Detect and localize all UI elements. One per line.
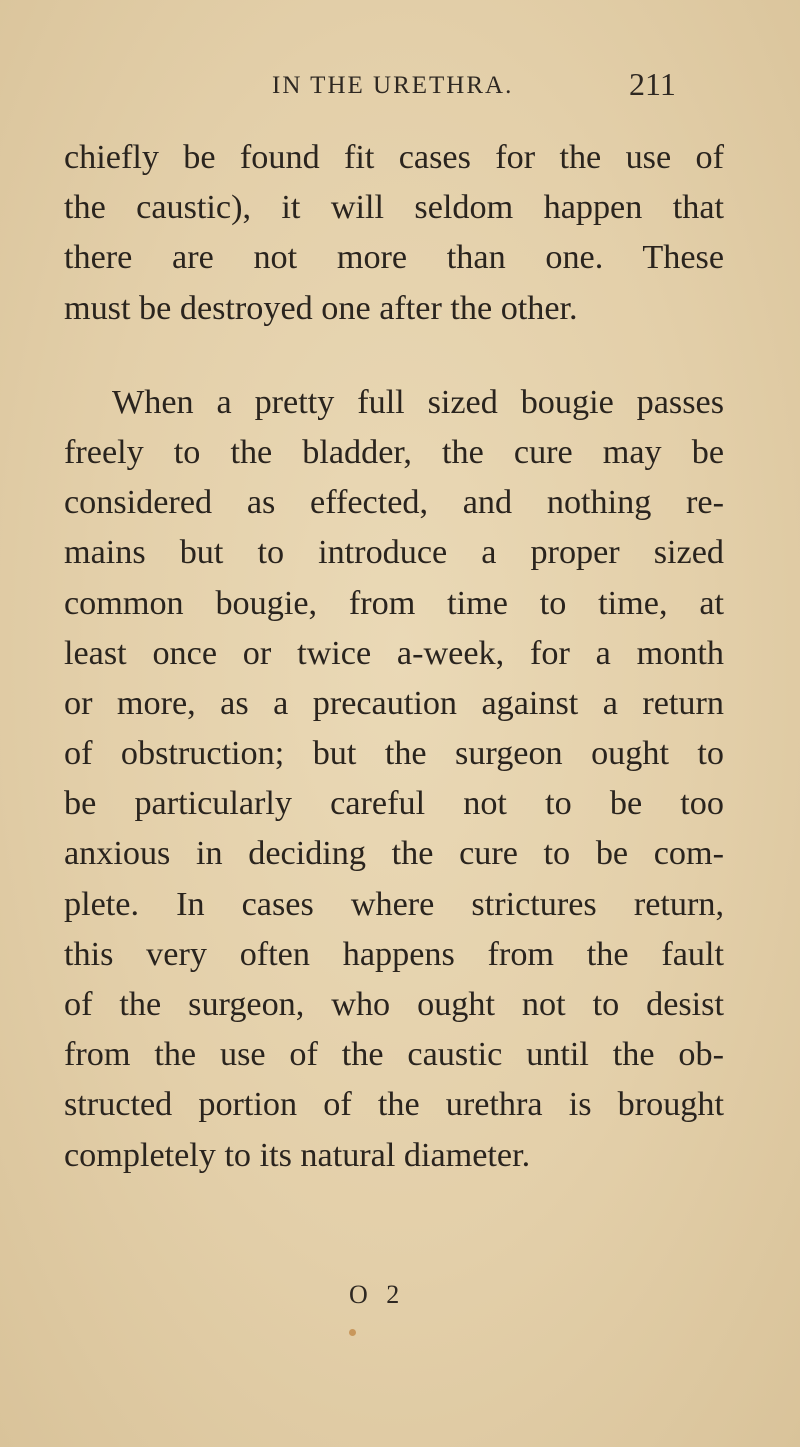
paragraph-gap [64, 334, 724, 378]
page-number: 211 [629, 66, 676, 102]
text-line: When a pretty full sized bougie passes [112, 383, 724, 421]
text-line: structed portion of the urethra is brought [64, 1086, 724, 1124]
running-head: IN THE URETHRA. [272, 72, 514, 99]
signature-mark: O 2 [349, 1280, 406, 1309]
text-line: freely to the bladder, the cure may be [64, 433, 724, 471]
text-line: the caustic), it will seldom happen that [64, 189, 724, 227]
text-line: mains but to introduce a proper sized [64, 534, 724, 572]
paragraph [64, 133, 724, 334]
text-line: common bougie, from time to time, at [64, 584, 724, 622]
text-line: there are not more than one. These [64, 239, 724, 277]
text-line: of obstruction; but the surgeon ought to [64, 735, 724, 773]
text-line: least once or twice a-week, for a month [64, 634, 724, 672]
paragraph [64, 378, 724, 1181]
text-line: from the use of the caustic until the ob- [64, 1036, 724, 1074]
text-line: must be destroyed one after the other. [64, 289, 578, 327]
text-line: or more, as a precaution against a return [64, 684, 724, 722]
text-line: of the surgeon, who ought not to desist [64, 986, 724, 1023]
text-line: be particularly careful not to be too [64, 785, 724, 823]
text-line: anxious in deciding the cure to be com- [64, 835, 724, 873]
text-line: completely to its natural diameter. [64, 1136, 531, 1174]
text-line: plete. In cases where strictures return, [64, 885, 724, 923]
text-line: this very often happens from the fault [64, 935, 724, 973]
text-line: chiefly be found fit cases for the use of [64, 139, 724, 176]
text-line: considered as effected, and nothing re- [64, 484, 724, 522]
paper-speck [349, 1329, 356, 1336]
body-text [64, 133, 724, 1181]
